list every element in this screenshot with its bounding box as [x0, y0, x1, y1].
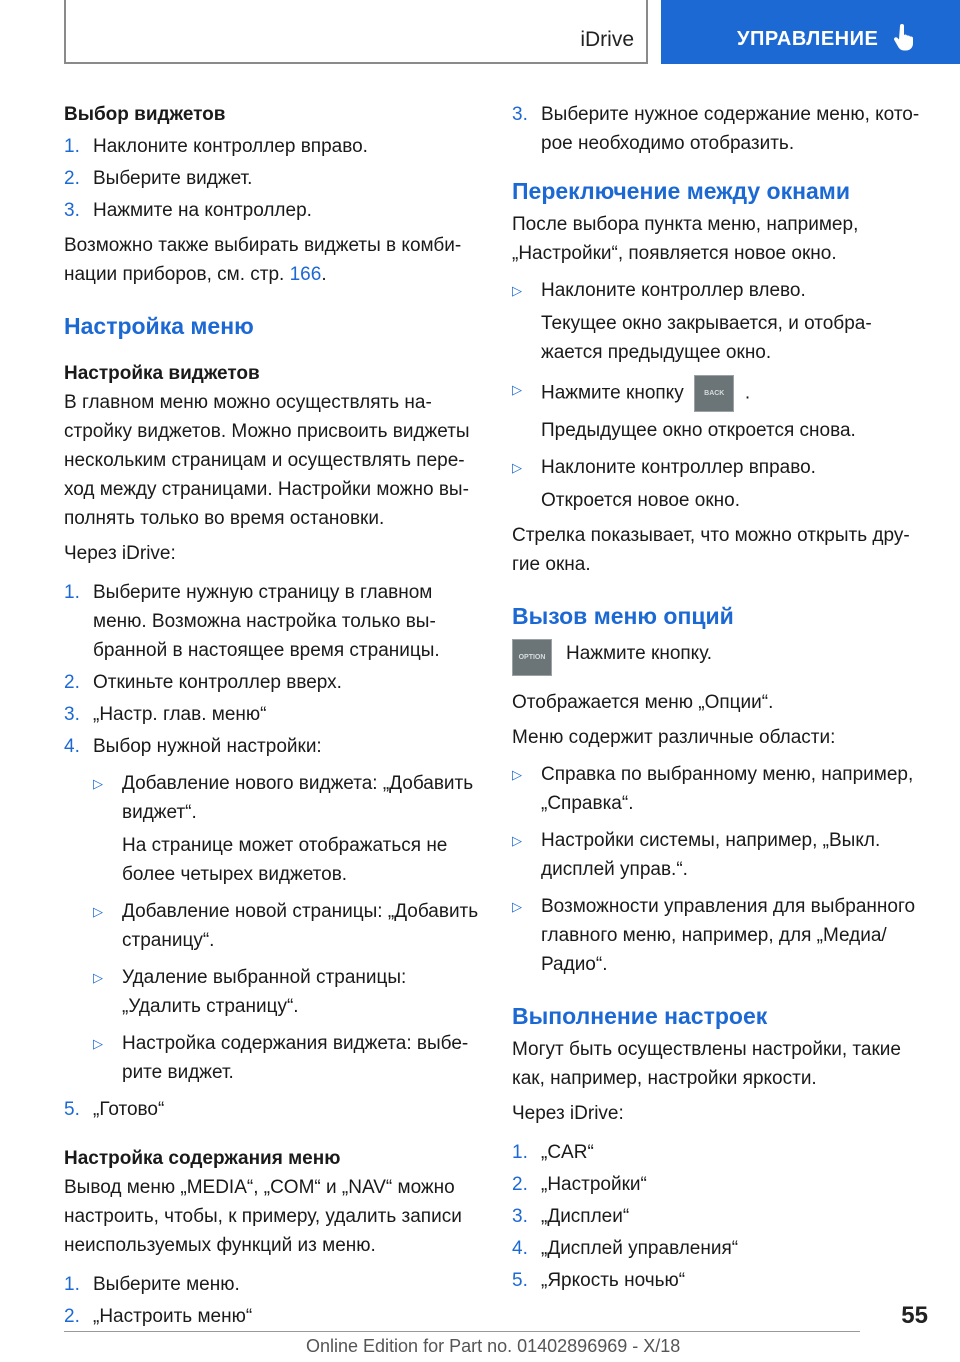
list-item: 4. „Дисплей управления“ [512, 1238, 739, 1259]
options-shown: Отображается меню „Опции“. [512, 692, 774, 713]
press-button-text: Нажмите кнопку. [566, 643, 713, 664]
bullet-note: Текущее окно закрывается, и отобра-жается предыдущее окно. [541, 313, 872, 363]
left-column [64, 100, 482, 1331]
widgets-title: Выбор виджетов [64, 104, 226, 125]
list-item: 3. „Дисплеи“ [512, 1206, 630, 1227]
triangle-right-icon: ▷ [512, 283, 522, 298]
menu-settings-title: Настройка меню [64, 313, 254, 339]
list-item: ▷ Настройка содержания виджета: выбе-рите виджет. [93, 1029, 482, 1087]
back-button-icon: BACK [694, 375, 734, 412]
list-item: ▷ Добавление новой страницы: „Добавить страницу“. [93, 897, 482, 955]
option-button-icon: OPTION [512, 639, 552, 676]
triangle-right-icon: ▷ [93, 970, 103, 985]
triangle-right-icon: ▷ [93, 1036, 103, 1051]
triangle-right-icon: ▷ [93, 904, 103, 919]
list-item: ▷ Удаление выбранной страницы: „Удалить страницу“. [93, 963, 482, 1021]
list-item: ▷ Наклоните контроллер вправо. [512, 453, 932, 482]
list-item: ▷ Настройки системы, например, „Выкл. дисплей управ.“. [512, 826, 932, 884]
list-item: 3. Нажмите на контроллер. [64, 200, 312, 221]
list-item: 1. Выберите меню. [64, 1274, 240, 1295]
list-item: ▷ Справка по выбранному меню, например, „Справка“. [512, 760, 932, 818]
right-column [512, 100, 932, 1295]
switch-title: Переключение между окнами [512, 178, 850, 204]
list-item: ▷ Возможности управления для выбранного главного меню, например, для „Медиа/Радио“. [512, 892, 932, 979]
list-item: ▷ Добавление нового виджета: „Добавить виджет“. [93, 769, 482, 827]
triangle-right-icon: ▷ [512, 460, 522, 475]
exec-text: Могут быть осуществлены настройки, такие как, например, настройки яркости. [512, 1039, 901, 1089]
list-item: 2. „Настройки“ [512, 1174, 647, 1195]
menu-contains: Меню содержит различные области: [512, 727, 836, 748]
list-item: 3. „Настр. глав. меню“ [64, 704, 267, 725]
list-item: ▷ Наклоните контроллер влево. [512, 276, 932, 305]
list-item: 2. Выберите виджет. [64, 168, 253, 189]
footer-divider [64, 1331, 860, 1332]
content-text: Вывод меню „MEDIA“, „COM“ и „NAV“ можно настроить, чтобы, к примеру, удалить записи неиспользуемых функций из меню. [64, 1177, 462, 1256]
list-item: 5. „Готово“ [64, 1099, 165, 1120]
header-chapter: УПРАВЛЕНИЕ [737, 28, 879, 50]
options-title: Вызов меню опций [512, 603, 734, 629]
list-item: 1. Выберите нужную страницу в главном меню. Возможна настройка только вы-бранной в настоящее время страницы. [64, 582, 440, 661]
triangle-right-icon: ▷ [512, 382, 522, 397]
switch-text: После выбора пункта меню, например, „Настройки“, появляется новое окно. [512, 214, 859, 264]
hand-touch-icon [893, 24, 915, 52]
arrow-text: Стрелка показывает, что можно открыть дру-гие окна. [512, 525, 910, 575]
bullet-note: Откроется новое окно. [541, 490, 740, 511]
option-row [512, 639, 932, 676]
bullet-note: Предыдущее окно откроется снова. [541, 420, 856, 441]
widget-settings-title: Настройка виджетов [64, 363, 260, 384]
via-idrive: Через iDrive: [512, 1103, 624, 1124]
list-item: 1. „CAR“ [512, 1142, 594, 1163]
header-section: iDrive [580, 28, 634, 51]
header-section-box [64, 0, 648, 64]
page-link[interactable]: 166 [289, 264, 322, 285]
triangle-right-icon: ▷ [93, 776, 103, 791]
triangle-right-icon: ▷ [512, 899, 522, 914]
list-item: ▷ Нажмите кнопку BACK . [512, 375, 932, 412]
page-number: 55 [901, 1302, 928, 1329]
sub-item-note: На странице может отображаться не более четырех виджетов. [122, 835, 448, 885]
footer-edition: Online Edition for Part no. 01402896969 - X/18 [306, 1336, 681, 1356]
list-item: 2. „Настроить меню“ [64, 1306, 253, 1327]
triangle-right-icon: ▷ [512, 767, 522, 782]
list-item: 2. Откиньте контроллер вверх. [64, 672, 342, 693]
triangle-right-icon: ▷ [512, 833, 522, 848]
header-chapter-box [661, 0, 960, 64]
exec-title: Выполнение настроек [512, 1003, 768, 1029]
list-item: 3. Выберите нужное содержание меню, кото-рое необходимо отобразить. [512, 104, 920, 154]
list-item: 5. „Яркость ночью“ [512, 1270, 686, 1291]
via-idrive: Через iDrive: [64, 543, 176, 564]
content-title: Настройка содержания меню [64, 1148, 341, 1169]
widget-settings-text: В главном меню можно осуществлять на-стройку виджетов. Можно присвоить виджеты нескольким страницам и осуществлять пере-ход между страницами. Настройки можно вы-полнять только во время остановки. [64, 392, 470, 529]
list-item: 4. Выбор нужной настройки: [64, 736, 322, 757]
list-item: 1. Наклоните контроллер вправо. [64, 136, 368, 157]
widgets-note: Возможно также выбирать виджеты в комби-нации приборов, см. стр. 166. [64, 235, 462, 285]
